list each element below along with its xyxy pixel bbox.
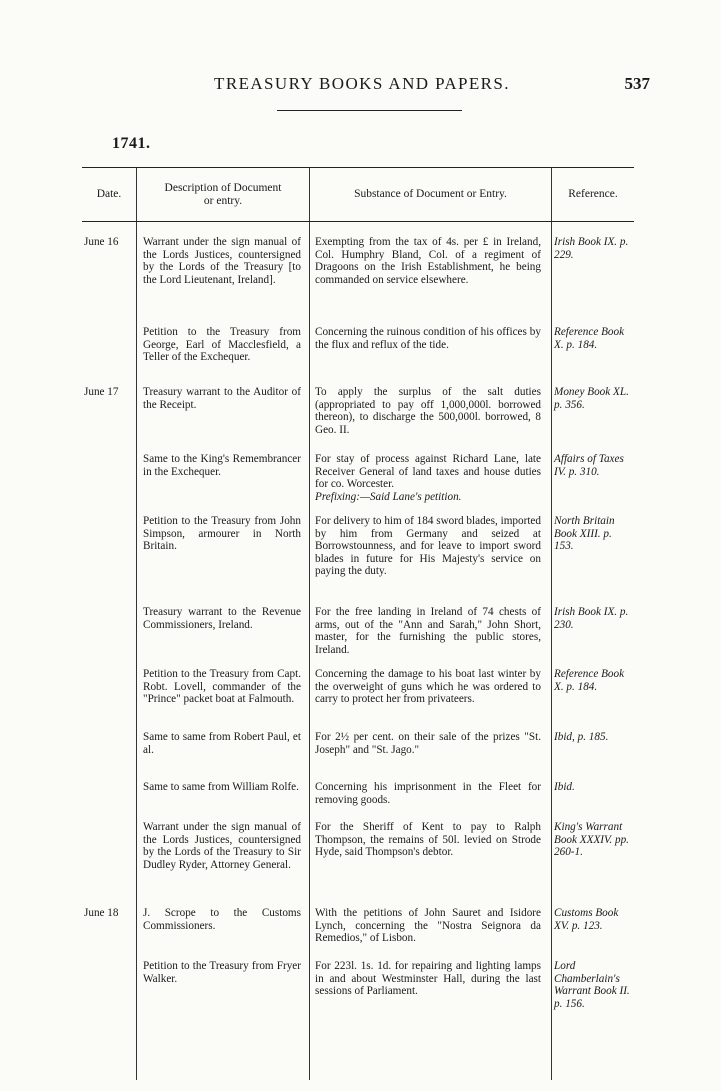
table-row	[82, 907, 634, 960]
column-header-date: Date.	[96, 188, 122, 200]
substance-cell: Concerning the damage to his boat last winter by the overweight of guns which he was ordered to carry to protect her from privateers.	[315, 668, 541, 706]
header-rule	[277, 110, 462, 111]
table-row	[82, 606, 634, 668]
table-row	[82, 731, 634, 781]
substance-cell: For stay of process against Richard Lane, late Receiver General of land taxes and house duties for co. Worcester. Prefixing:—Said Lane's petition.	[315, 453, 541, 503]
description-cell: Warrant under the sign manual of the Lords Justices, countersigned by the Lords of the Treasury [to the Lord Lieutenant, Ireland].	[143, 236, 301, 286]
table-row	[82, 668, 634, 731]
table-row	[82, 453, 634, 515]
date-cell: June 16	[84, 236, 119, 248]
reference-cell: Reference Book X. p. 184.	[554, 326, 625, 351]
description-cell: Petition to the Treasury from Fryer Walker.	[143, 960, 301, 985]
calendar-table	[82, 167, 634, 1080]
reference-cell: Reference Book X. p. 184.	[554, 668, 625, 693]
table-row	[82, 821, 634, 907]
table-row	[82, 386, 634, 453]
substance-cell: Concerning the ruinous condition of his offices by the flux and reflux of the tide.	[315, 326, 541, 351]
description-cell: J. Scrope to the Customs Commissioners.	[143, 907, 301, 932]
substance-cell: For the Sheriff of Kent to pay to Ralph Thompson, the remains of 50l. levied on Strode Hyde, said Thompson's debtor.	[315, 821, 541, 859]
header-bottom-rule	[82, 221, 634, 222]
reference-cell: Irish Book IX. p. 229.	[554, 236, 629, 261]
substance-cell: For 2½ per cent. on their sale of the prizes "St. Joseph" and "St. Jago."	[315, 731, 541, 756]
column-header-substance: Substance of Document or Entry.	[354, 188, 507, 200]
description-cell: Same to same from William Rolfe.	[143, 781, 299, 793]
reference-cell: Customs Book XV. p. 123.	[554, 907, 619, 932]
reference-cell: King's Warrant Book XXXIV. pp. 260-1.	[554, 821, 629, 859]
prefixing-note: Prefixing:—Said Lane's petition.	[315, 490, 462, 503]
reference-cell: Lord Chamberlain's Warrant Book II. p. 156.	[554, 960, 630, 1010]
description-cell: Petition to the Treasury from George, Earl of Macclesfield, a Teller of the Exchequer.	[143, 326, 301, 364]
table-body	[82, 236, 634, 1020]
table-row	[82, 781, 634, 821]
description-cell: Petition to the Treasury from Capt. Robt. Lovell, commander of the "Prince" packet boat at Falmouth.	[143, 668, 301, 706]
substance-cell: For delivery to him of 184 sword blades, imported by him from Germany and seized at Borrowstounness, and for leave to import sword blades in future for His Majesty's service on paying the duty.	[315, 515, 541, 578]
table-row	[82, 960, 634, 1020]
reference-cell: Money Book XL. p. 356.	[554, 386, 629, 411]
table-row	[82, 326, 634, 386]
substance-cell: For the free landing in Ireland of 74 chests of arms, out of the "Ann and Sarah," John Short, master, for the furnishing the public stores, Ireland.	[315, 606, 541, 656]
running-title: TREASURY BOOKS AND PAPERS.	[214, 74, 510, 93]
date-cell: June 17	[84, 386, 119, 398]
substance-cell: For 223l. 1s. 1d. for repairing and lighting lamps in and about Westminster Hall, during the last sessions of Parliament.	[315, 960, 541, 998]
page-header	[0, 74, 721, 100]
table-row	[82, 515, 634, 606]
reference-cell: Irish Book IX. p. 230.	[554, 606, 629, 631]
reference-cell: Affairs of Taxes IV. p. 310.	[554, 453, 624, 478]
year-heading: 1741.	[112, 135, 151, 152]
reference-cell: Ibid, p. 185.	[554, 731, 609, 743]
date-cell: June 18	[84, 907, 119, 919]
description-cell: Treasury warrant to the Revenue Commissioners, Ireland.	[143, 606, 301, 631]
description-cell: Petition to the Treasury from John Simpson, armourer in North Britain.	[143, 515, 301, 553]
substance-cell: With the petitions of John Sauret and Isidore Lynch, concerning the "Nostra Seignora da Remedios," of Lisbon.	[315, 907, 541, 945]
reference-cell: Ibid.	[554, 781, 575, 793]
substance-cell: To apply the surplus of the salt duties (appropriated to pay off 1,000,000l. borrowed thereon), to discharge the 500,000l. borrowed, 8 Geo. II.	[315, 386, 541, 436]
description-cell: Treasury warrant to the Auditor of the Receipt.	[143, 386, 301, 411]
reference-cell: North Britain Book XIII. p. 153.	[554, 515, 615, 553]
column-header-reference: Reference.	[568, 188, 618, 200]
table-row	[82, 236, 634, 326]
description-cell: Same to same from Robert Paul, et al.	[143, 731, 301, 756]
substance-cell: Concerning his imprisonment in the Fleet for removing goods.	[315, 781, 541, 806]
substance-cell: Exempting from the tax of 4s. per £ in Ireland, Col. Humphry Bland, Col. of a regiment of Dragoons on the Irish Establishment, he being commanded on service elsewhere.	[315, 236, 541, 286]
column-header-description: Description of Document or entry.	[164, 181, 282, 207]
page-number: 537	[624, 74, 650, 93]
description-cell: Same to the King's Remembrancer in the Exchequer.	[143, 453, 301, 478]
description-cell: Warrant under the sign manual of the Lords Justices, countersigned by the Lords of the Treasury to Sir Dudley Ryder, Attorney General.	[143, 821, 301, 871]
